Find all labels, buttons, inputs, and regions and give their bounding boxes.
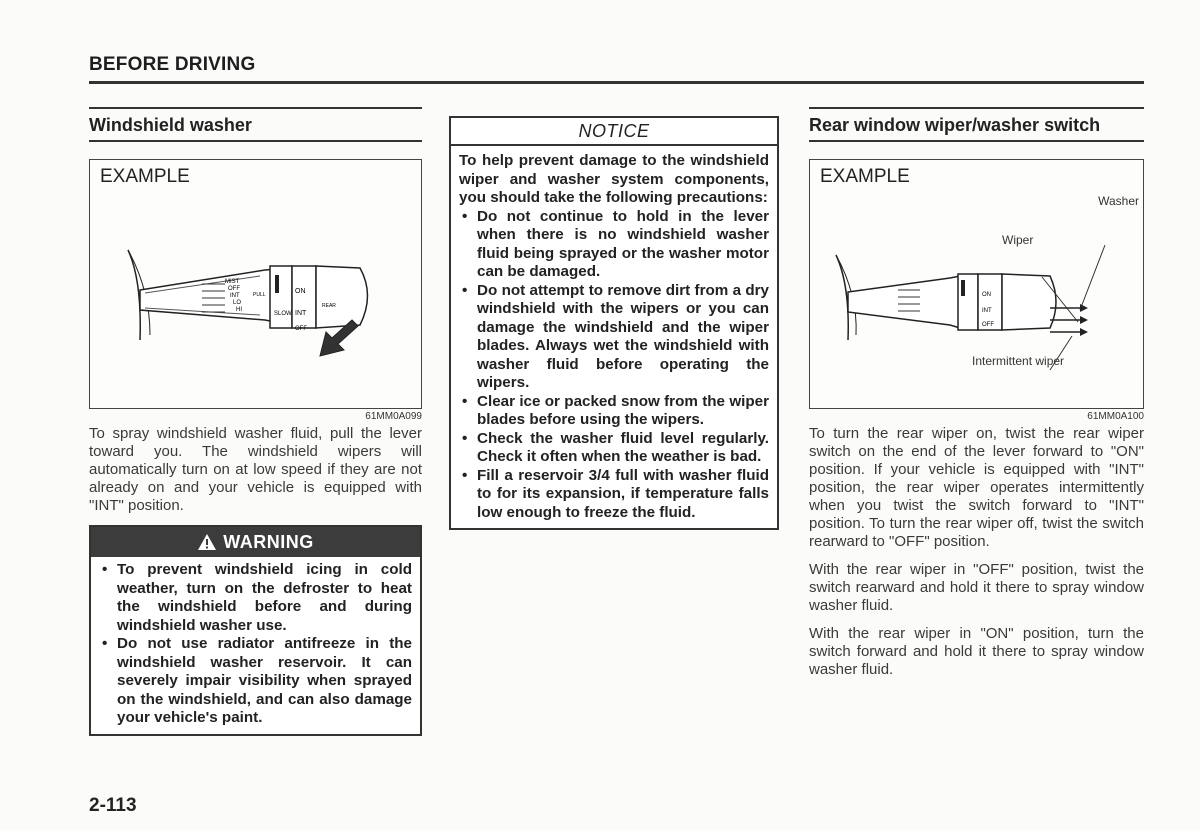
notice-box bbox=[449, 116, 779, 530]
intermittent-wiper-callout: Intermittent wiper bbox=[972, 354, 1065, 368]
notice-item: • Check the washer fluid level regularly. Check it often when the weather is bad. bbox=[459, 430, 769, 467]
warning-item: • Do not use radiator antifreeze in the windshield washer reservoir. It can severely impair visibility when sprayed on the windshield, and can also damage your vehicle's paint. bbox=[99, 635, 412, 728]
paragraph: With the rear wiper in "OFF" position, twist the switch rearward and hold it there to spray window washer fluid. bbox=[809, 561, 1144, 614]
warning-header bbox=[91, 527, 420, 557]
label-lo: LO bbox=[233, 300, 242, 306]
left-column bbox=[89, 107, 422, 736]
paragraph: With the rear wiper in "ON" position, turn the switch forward and hold it there to spray window washer fluid. bbox=[809, 625, 1144, 678]
figure-example-label: EXAMPLE bbox=[100, 166, 190, 187]
rear-wiper-figure bbox=[809, 159, 1144, 409]
windshield-washer-text bbox=[89, 425, 422, 515]
label-mist: MIST bbox=[225, 279, 240, 285]
label-off: OFF bbox=[228, 286, 240, 292]
notice-list bbox=[451, 208, 777, 529]
paragraph: To spray windshield washer fluid, pull the lever toward you. The windshield wipers will automatically turn on at low speed if they are not already on and your vehicle is equipped with "INT" position. bbox=[89, 425, 422, 514]
label-int-rear: INT bbox=[295, 310, 307, 317]
rear-wiper-lever-illustration bbox=[810, 160, 1143, 406]
label-off-rear: OFF bbox=[295, 326, 307, 332]
wiper-callout: Wiper bbox=[1002, 233, 1034, 247]
section-heading-rear-wiper: Rear window wiper/washer switch bbox=[809, 107, 1144, 142]
page-header-title: BEFORE DRIVING bbox=[89, 54, 256, 75]
notice-item: • Do not continue to hold in the lever when there is no windshield washer fluid being sprayed or the washer motor can be damaged. bbox=[459, 208, 769, 282]
label-off: OFF bbox=[982, 322, 994, 328]
notice-item: • Clear ice or packed snow from the wiper blades before using the wipers. bbox=[459, 393, 769, 430]
warning-title: WARNING bbox=[223, 531, 314, 552]
paragraph: To turn the rear wiper on, twist the rear wiper switch on the end of the lever forward to "ON" position. If your vehicle is equipped with "INT" position, the rear wiper operates intermittently when you twist the switch forward to "INT" position. To turn the rear wiper off, twist the switch rearward to "OFF" position. bbox=[809, 425, 1144, 550]
label-on: ON bbox=[982, 292, 991, 298]
figure-example-label: EXAMPLE bbox=[820, 166, 910, 187]
warning-box bbox=[89, 525, 422, 736]
label-int: INT bbox=[982, 308, 992, 314]
warning-triangle-icon bbox=[197, 533, 217, 551]
notice-intro: To help prevent damage to the windshield wiper and washer system components, you should take the following precautions: bbox=[459, 152, 769, 206]
label-int: INT bbox=[230, 293, 240, 299]
right-column bbox=[809, 107, 1144, 689]
label-slow: SLOW bbox=[274, 311, 292, 317]
page-number: 2-113 bbox=[89, 795, 137, 816]
middle-column bbox=[449, 116, 779, 530]
label-pull: PULL bbox=[253, 292, 266, 298]
notice-item: • Do not attempt to remove dirt from a dry windshield with the wipers or you can damage the windshield and the wiper blades. Always wet the windshield with washer fluid before operating the wipers. bbox=[459, 282, 769, 393]
wiper-lever-illustration bbox=[90, 160, 421, 406]
rear-wiper-text bbox=[809, 425, 1144, 679]
warning-list bbox=[91, 557, 420, 734]
figure-code: 61MM0A099 bbox=[365, 411, 422, 422]
label-hi: HI bbox=[236, 307, 242, 313]
notice-item: • Fill a reservoir 3/4 full with washer fluid to for its expansion, if temperature falls low enough to freeze the fluid. bbox=[459, 467, 769, 523]
washer-callout: Washer bbox=[1098, 194, 1139, 208]
label-on: ON bbox=[295, 288, 306, 295]
warning-item: • To prevent windshield icing in cold weather, turn on the defroster to heat the windshield before and during windshield washer use. bbox=[99, 561, 412, 635]
figure-code: 61MM0A100 bbox=[1087, 411, 1144, 422]
windshield-washer-figure bbox=[89, 159, 422, 409]
header-rule bbox=[89, 81, 1144, 84]
section-heading-windshield-washer: Windshield washer bbox=[89, 107, 422, 142]
notice-header: NOTICE bbox=[451, 118, 777, 146]
label-rear: REAR bbox=[322, 303, 336, 309]
